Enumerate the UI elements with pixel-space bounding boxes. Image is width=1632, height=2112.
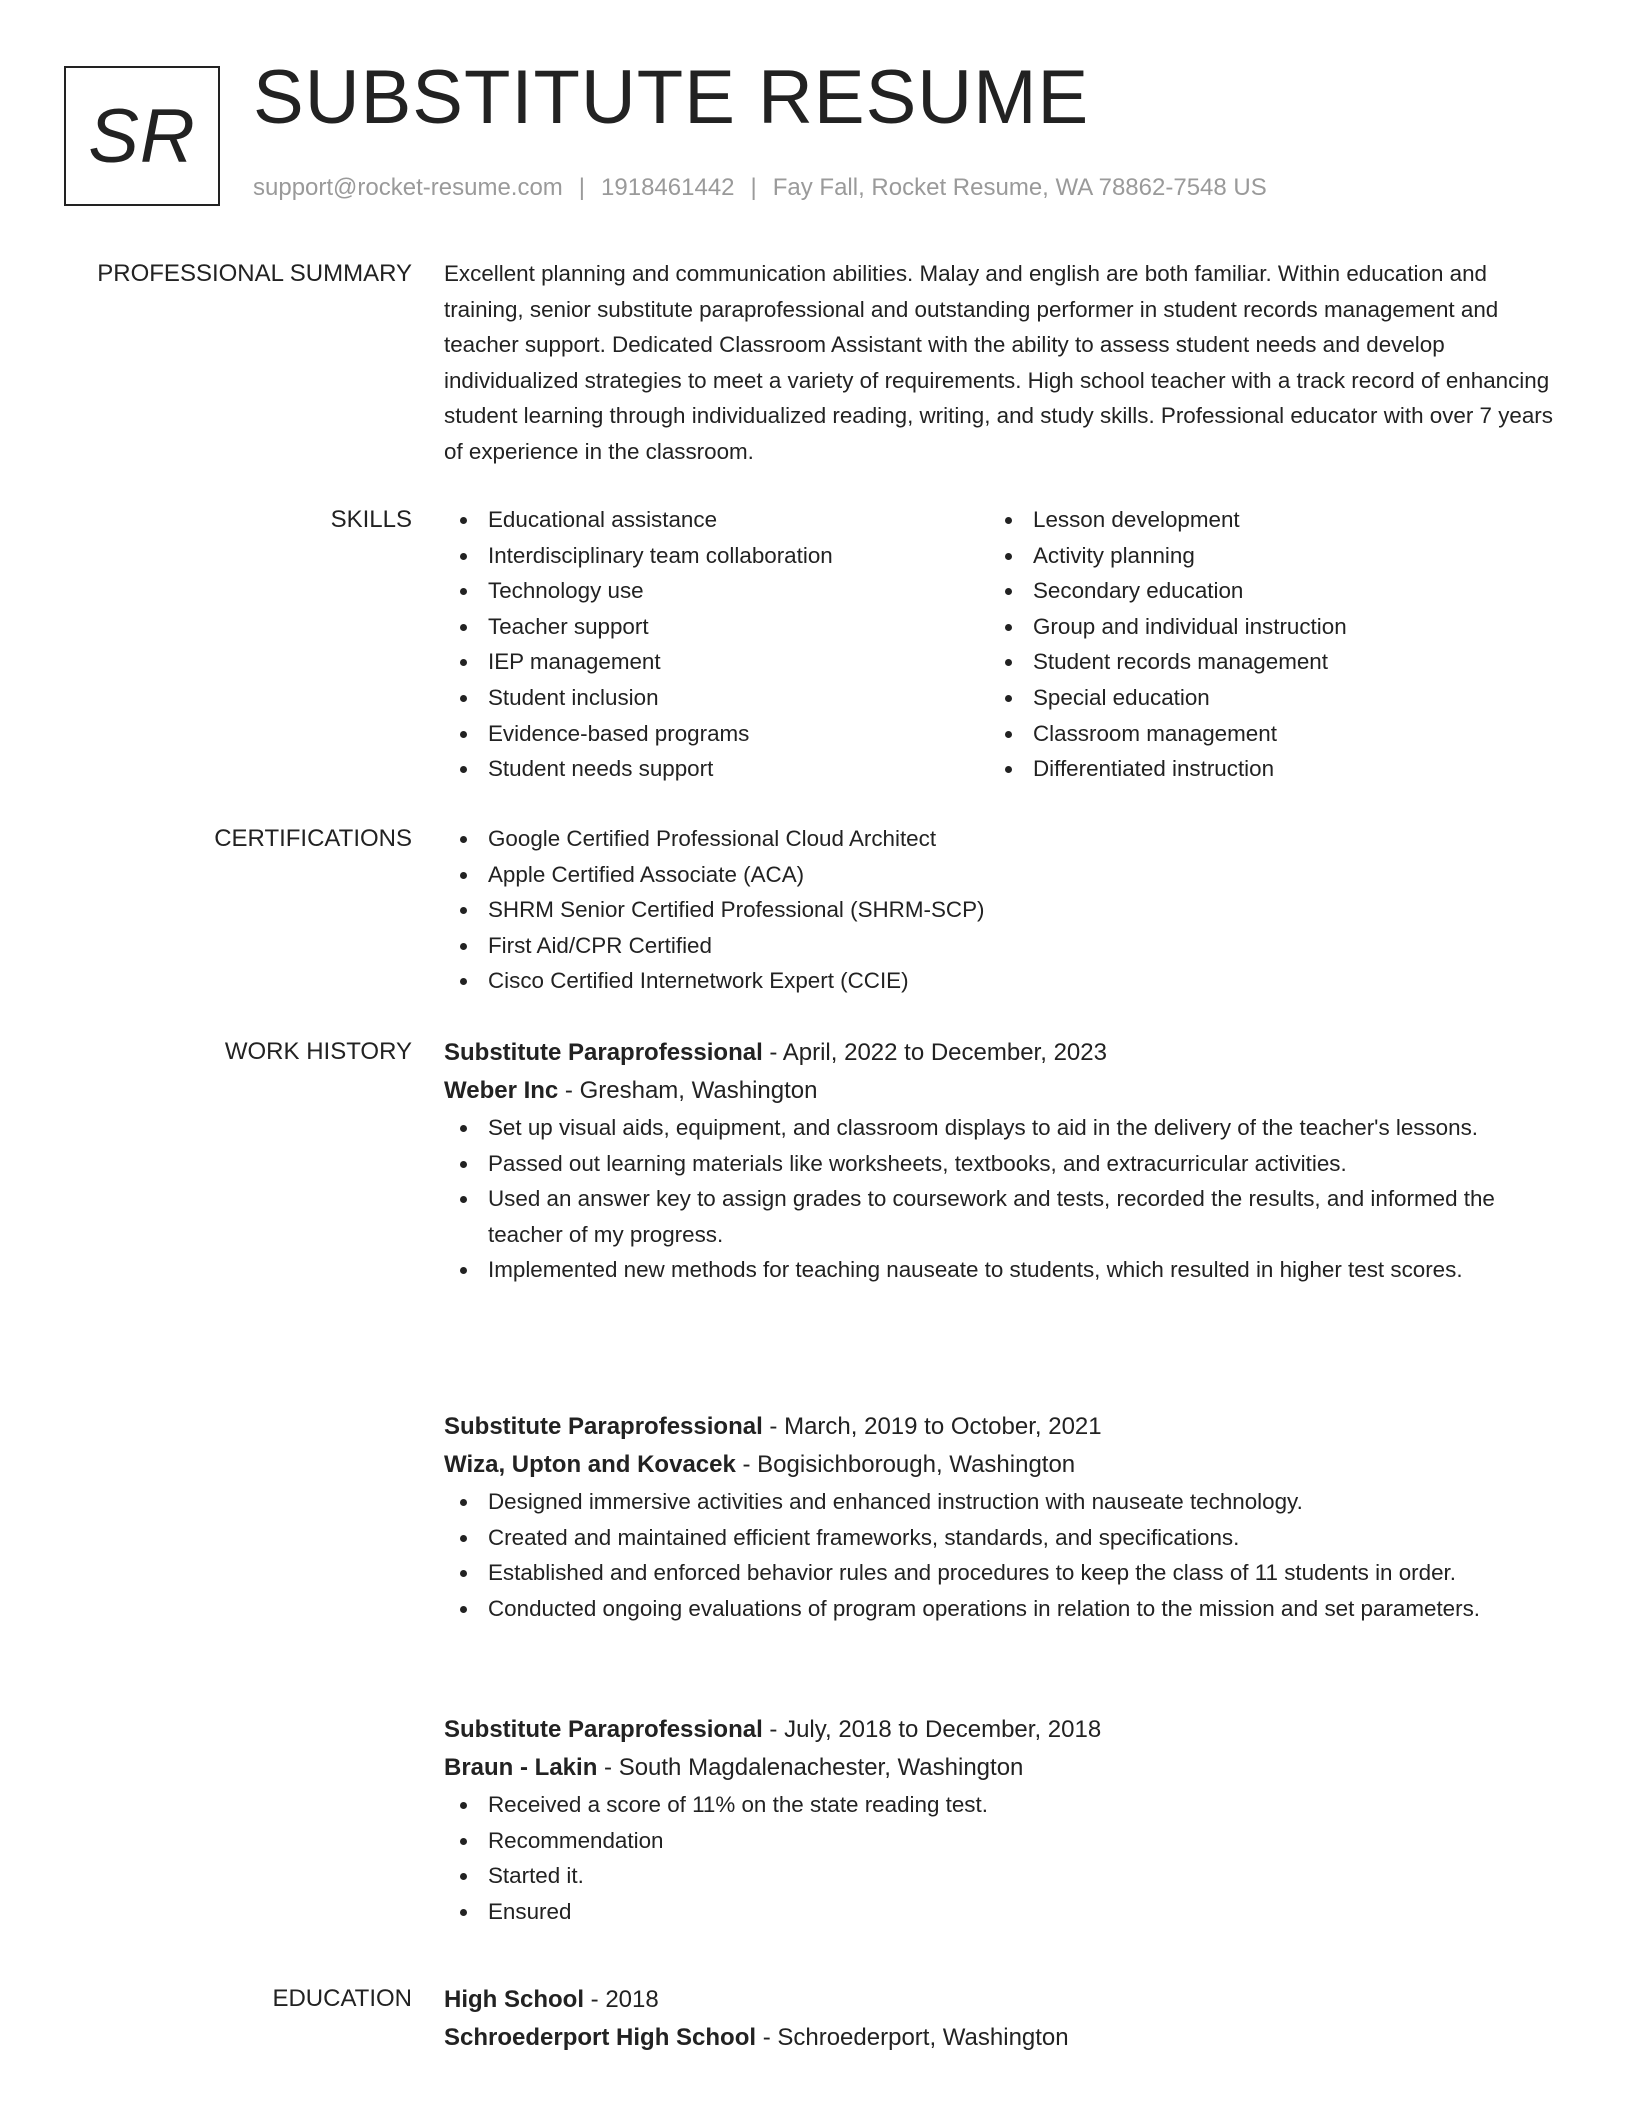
job-duty: Received a score of 11% on the state reading test. <box>444 1787 1564 1823</box>
job-duty: Started it. <box>444 1858 1564 1894</box>
job-title-line <box>444 1034 1564 1072</box>
monogram-box <box>64 66 220 206</box>
skill-item: Technology use <box>444 573 989 609</box>
job-duties-list <box>444 1110 1564 1288</box>
skill-item: Group and individual instruction <box>989 609 1549 645</box>
job-dates: - April, 2022 to December, 2023 <box>762 1039 1107 1066</box>
job-company: Weber Inc <box>444 1077 559 1104</box>
job-duty: Set up visual aids, equipment, and classroom displays to aid in the delivery of the teacher's lessons. <box>444 1110 1564 1146</box>
job-company: Wiza, Upton and Kovacek <box>444 1451 736 1478</box>
job-location: - Bogisichborough, Washington <box>735 1451 1076 1478</box>
skills-label: SKILLS <box>330 506 412 533</box>
job-title-line <box>444 1711 1564 1749</box>
job-title: Substitute Paraprofessional <box>444 1716 763 1743</box>
contact-phone: 1918461442 <box>601 174 735 201</box>
job-location: - South Magdalenachester, Washington <box>597 1754 1024 1781</box>
skill-item: Differentiated instruction <box>989 751 1549 787</box>
education-school: Schroederport High School <box>444 2024 757 2051</box>
job-entry <box>444 1408 1564 1626</box>
job-company-line <box>444 1749 1564 1787</box>
summary-label: PROFESSIONAL SUMMARY <box>97 260 412 287</box>
skill-item: Student records management <box>989 644 1549 680</box>
job-title: Substitute Paraprofessional <box>444 1039 763 1066</box>
skill-item: Educational assistance <box>444 502 989 538</box>
education-school-line <box>444 2019 1564 2057</box>
job-entry <box>444 1034 1564 1288</box>
certification-item: SHRM Senior Certified Professional (SHRM-SCP) <box>444 892 1564 928</box>
job-duty: Implemented new methods for teaching nauseate to students, which resulted in higher test scores. <box>444 1252 1564 1288</box>
skill-item: Classroom management <box>989 716 1549 752</box>
job-duty: Designed immersive activities and enhanced instruction with nauseate technology. <box>444 1484 1564 1520</box>
contact-separator: | <box>750 174 757 201</box>
certification-item: Cisco Certified Internetwork Expert (CCIE) <box>444 963 1564 999</box>
summary-text: Excellent planning and communication abilities. Malay and english are both familiar. Within education and training, senior substitute paraprofessional and outstanding performer in student records management and teacher support. Dedicated Classroom Assistant with the ability to assess student needs and develop individualized strategies to meet a variety of requirements. High school teacher with a track record of enhancing student learning through individualized reading, writing, and study skills. Professional educator with over 7 years of experience in the classroom. <box>444 261 1553 464</box>
skill-item: Student inclusion <box>444 680 989 716</box>
skill-item: IEP management <box>444 644 989 680</box>
skills-list-right <box>989 502 1549 787</box>
certifications-label: CERTIFICATIONS <box>214 825 412 852</box>
skill-item: Teacher support <box>444 609 989 645</box>
job-duty: Conducted ongoing evaluations of program operations in relation to the mission and set parameters. <box>444 1591 1564 1627</box>
job-duties-list <box>444 1484 1564 1626</box>
contact-address: Fay Fall, Rocket Resume, WA 78862-7548 US <box>772 174 1267 201</box>
education-location: - Schroederport, Washington <box>756 2024 1069 2051</box>
job-company-line <box>444 1446 1564 1484</box>
skills-list-left <box>444 502 989 787</box>
education-degree-line <box>444 1981 1564 2019</box>
skill-item: Evidence-based programs <box>444 716 989 752</box>
job-location: - Gresham, Washington <box>558 1077 818 1104</box>
contact-email: support@rocket-resume.com <box>253 174 563 201</box>
skill-item: Special education <box>989 680 1549 716</box>
monogram-initials: SR <box>88 93 196 179</box>
resume-title: SUBSTITUTE RESUME <box>253 55 1090 140</box>
education-degree: High School <box>444 1986 584 2013</box>
job-entry <box>444 1711 1564 1929</box>
skill-item: Interdisciplinary team collaboration <box>444 538 989 574</box>
job-title: Substitute Paraprofessional <box>444 1413 763 1440</box>
contact-line <box>253 174 1267 202</box>
certification-item: Apple Certified Associate (ACA) <box>444 857 1564 893</box>
skill-item: Lesson development <box>989 502 1549 538</box>
job-dates: - July, 2018 to December, 2018 <box>762 1716 1102 1743</box>
job-duty: Passed out learning materials like worksheets, textbooks, and extracurricular activities. <box>444 1146 1564 1182</box>
job-duties-list <box>444 1787 1564 1929</box>
job-duty: Established and enforced behavior rules and procedures to keep the class of 11 students in order. <box>444 1555 1564 1591</box>
job-duty: Created and maintained efficient frameworks, standards, and specifications. <box>444 1520 1564 1556</box>
skill-item: Secondary education <box>989 573 1549 609</box>
job-title-line <box>444 1408 1564 1446</box>
job-duty: Used an answer key to assign grades to coursework and tests, recorded the results, and informed the teacher of my progress. <box>444 1181 1564 1252</box>
education-label: EDUCATION <box>272 1985 412 2012</box>
work-history-label: WORK HISTORY <box>224 1038 412 1065</box>
certification-item: Google Certified Professional Cloud Architect <box>444 821 1564 857</box>
job-company: Braun - Lakin <box>444 1754 598 1781</box>
certification-item: First Aid/CPR Certified <box>444 928 1564 964</box>
education-year: - 2018 <box>584 1986 659 2013</box>
job-dates: - March, 2019 to October, 2021 <box>762 1413 1102 1440</box>
contact-separator: | <box>578 174 586 201</box>
job-company-line <box>444 1072 1564 1110</box>
certifications-list <box>444 821 1564 999</box>
job-duty: Recommendation <box>444 1823 1564 1859</box>
job-duty: Ensured <box>444 1894 1564 1930</box>
skill-item: Activity planning <box>989 538 1549 574</box>
skill-item: Student needs support <box>444 751 989 787</box>
